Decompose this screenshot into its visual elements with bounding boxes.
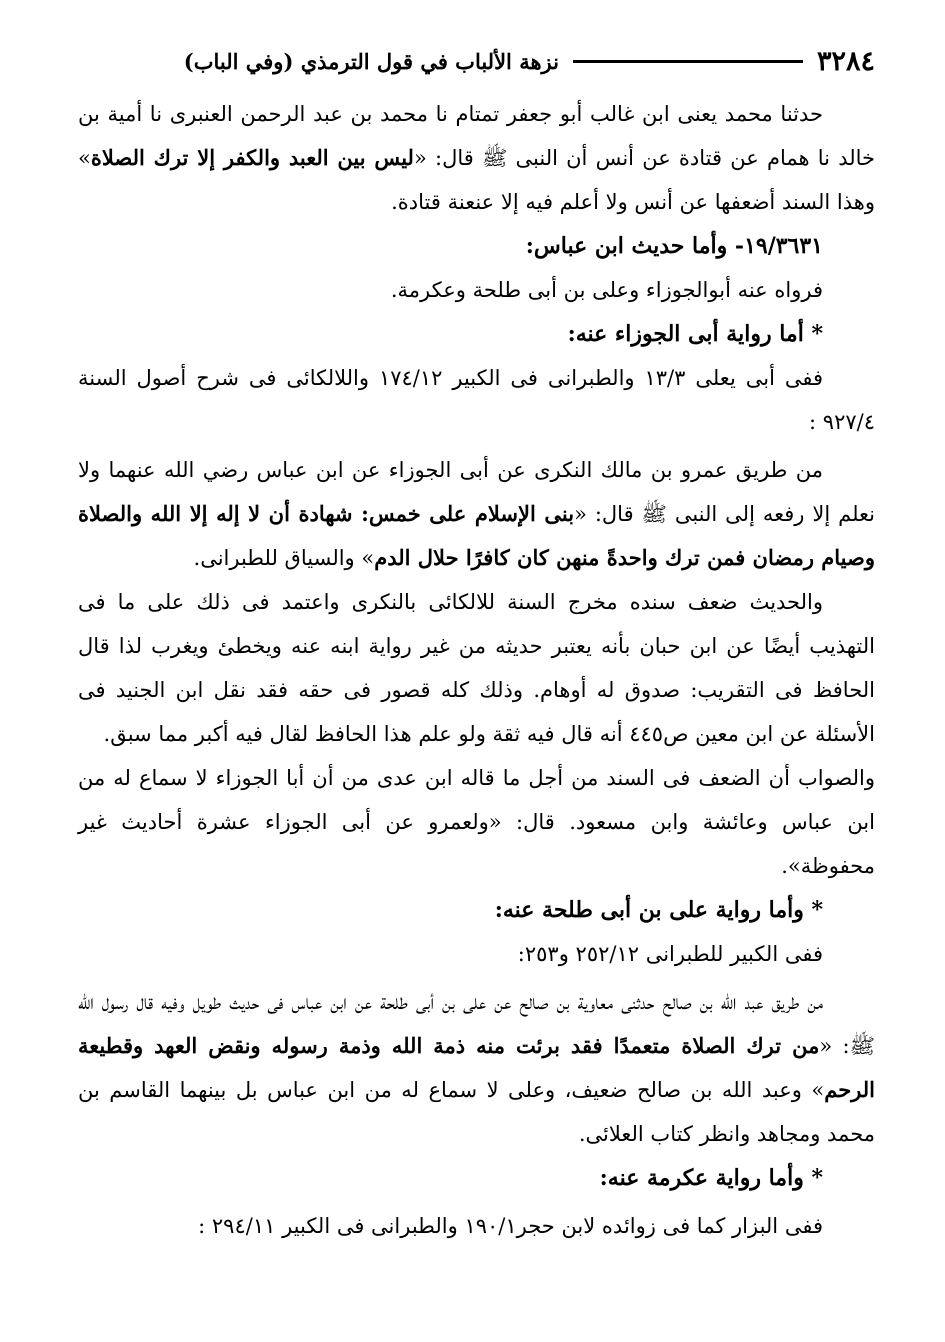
page-body [78,92,875,1248]
paragraph-ibn-abbas-hadith [78,448,875,580]
paragraph-anas-hadith [78,92,875,224]
hadith-quote: من ترك الصلاة متعمدًا فقد برئت منه ذمة الله وذمة رسوله ونقض العهد وقطيعة الرحم [78,1033,875,1102]
paragraph-conclusion: والصواب أن الضعف فى السند من أجل ما قاله ابن عدى من أن أبا الجوزاء لا سماع له من ابن عباس وعائشة وابن مسعود. قال: «ولعمرو عن أبى الجوزاء عشرة أحاديث غير محفوظة». [78,766,875,878]
paragraph-text: » وهذا السند أضعفها عن أنس ولا أعلم فيه إلا عنعنة قتادة. [78,146,875,214]
paragraph-text: » والسياق للطبرانى. [193,546,375,570]
subsection-heading: * وأما رواية عكرمة عنه: [599,1165,823,1191]
paragraph-sanad-critique: والحديث ضعف سنده مخرج السنة للالكائى بالنكرى واعتمد فى ذلك على ما فى التهذيب أيضًا عن ابن حبان بأنه يعتبر حديثه من غير رواية ابنه عنه ويخطئ ويغرب لذا قال الحافظ فى التقريب: صدوق له أوهام. وذلك كله قصور فى حقه فقد نقل ابن الجنيد فى الأسئلة عن ابن معين ص٤٤٥ أنه قال فيه ثقة ولو علم هذا الحافظ لقال فيه أكبر مما سبق. [78,590,875,746]
source-line: ففى الكبير للطبرانى ٢٥٢/١٢ و٢٥٣: [517,942,823,966]
narrators-line: فرواه عنه أبوالجوزاء وعلى بن أبى طلحة وعكرمة. [390,278,823,302]
paragraph-text: من طريق عمرو بن مالك النكرى عن أبى الجوزاء عن ابن عباس رضي الله عنهما ولا نعلم إلا رفعه إلى النبى ﷺ قال: « [78,458,875,526]
section-heading: ١٩/٣٦٣١- وأما حديث ابن عباس: [525,233,823,259]
page-header [78,44,875,78]
source-line: ففى البزار كما فى زوائده لابن حجر١٩٠/١ والطبرانى فى الكبير ٢٩٤/١١ : [198,1214,823,1238]
hadith-quote: ليس بين العبد والكفر إلا ترك الصلاة [90,145,414,170]
hadith-quote: بنى الإسلام على خمس: شهادة أن لا إله إلا الله والصلاة وصيام رمضان فمن ترك واحدةً منهن كان كافرًا حلال الدم [78,501,875,570]
source-paragraph: ففى أبى يعلى ١٣/٣ والطبرانى فى الكبير ١٧٤/١٢ واللالكائى فى شرح أصول السنة ٩٢٧/٤ : [78,366,875,434]
subsection-heading: * أما رواية أبى الجوزاء عنه: [567,321,823,347]
running-title: نزهة الألباب في قول الترمذي (وفي الباب) [183,48,559,74]
paragraph-text: » وعبد الله بن صالح ضعيف، وعلى لا سماع له من ابن عباس بل بينهما القاسم بن محمد ومجاهد وانظر كتاب العلائى. [78,1078,875,1146]
paragraph-ali-hadith [78,980,875,1156]
page-number: ٣٢٨٤ [816,45,875,77]
paragraph-text: حدثنا محمد يعنى ابن غالب أبو جعفر تمتام نا محمد بن عبد الرحمن العنبرى نا أمية بن خالد نا همام عن قتادة عن أنس أن النبى ﷺ قال: « [78,102,875,170]
paragraph-text: من طريق عبد الله بن صالح حدثنى معاوية بن صالح عن على بن أبى طلحة عن ابن عباس فى حديث طويل وفيه قال رسول الله ﷺ: « [78,990,875,1058]
header-rule [573,60,803,63]
subsection-heading: * وأما رواية على بن أبى طلحة عنه: [494,897,823,923]
